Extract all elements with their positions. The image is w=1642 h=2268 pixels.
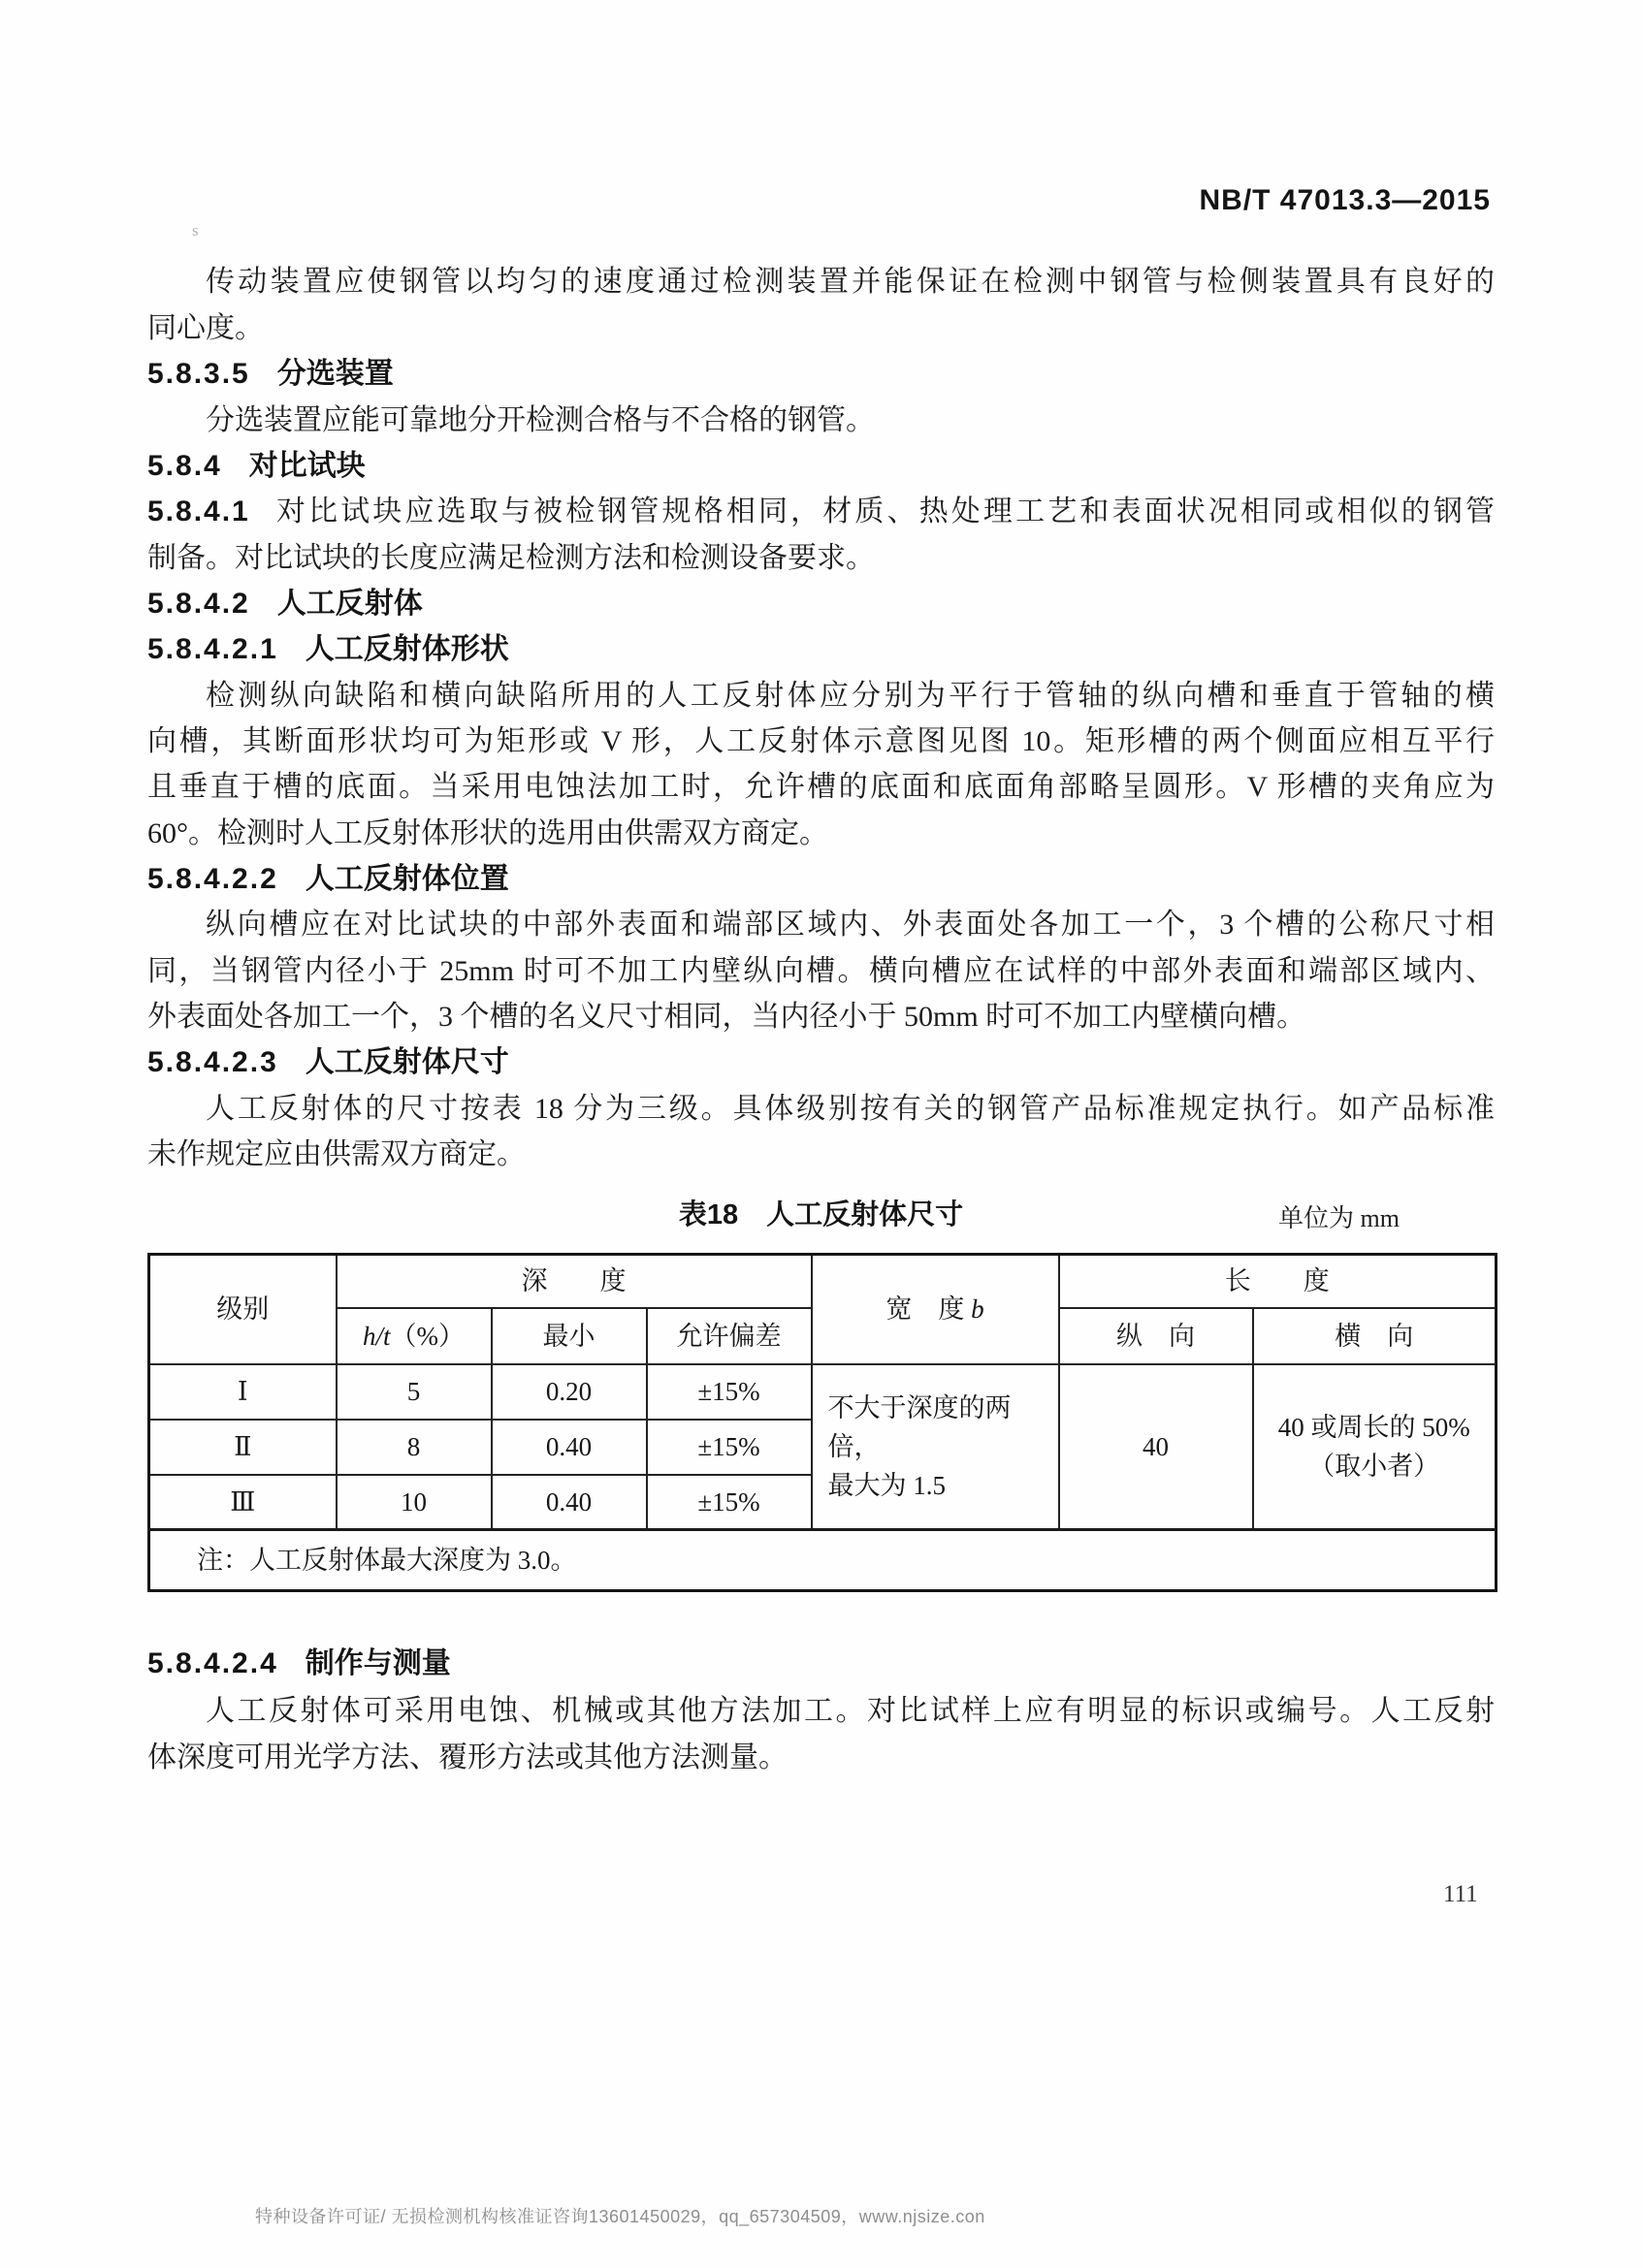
clause-heading-5-8-4-2 <box>147 584 1495 624</box>
clause-title: 分选装置 <box>276 358 394 390</box>
cell-ht: 10 <box>337 1475 492 1530</box>
clause-heading-5-8-4-2-2 <box>147 859 1495 900</box>
cell-width-line2: 最大为 1.5 <box>827 1470 947 1500</box>
clause-number: 5.8.4.2.3 <box>147 1046 278 1078</box>
header-minimum: 最小 <box>492 1308 647 1364</box>
header-longitudinal: 纵 向 <box>1059 1308 1253 1364</box>
paragraph-line: 分选装置应能可靠地分开检测合格与不合格的钢管。 <box>206 404 875 436</box>
cell-ht: 5 <box>337 1364 492 1420</box>
table-row <box>149 1364 1497 1420</box>
clause-number: 5.8.4.2.1 <box>147 633 278 665</box>
header-width <box>812 1255 1059 1364</box>
header-ht-unit: （%） <box>390 1321 465 1351</box>
cell-transverse-line2: （取小者） <box>1308 1451 1440 1481</box>
clause-title: 人工反射体 <box>276 588 423 620</box>
cell-level: Ⅱ <box>149 1420 337 1475</box>
paragraph-line: 未作规定应由供需双方商定。 <box>147 1138 526 1170</box>
cell-level: Ⅲ <box>149 1475 337 1530</box>
paragraph-line: 同心度。 <box>147 312 264 344</box>
cell-width-line1: 不大于深度的两倍， <box>827 1392 1012 1461</box>
clause-title: 人工反射体形状 <box>305 633 509 665</box>
clause-title: 制作与测量 <box>305 1647 451 1679</box>
paragraph-line: 60°。检测时人工反射体形状的选用由供需双方商定。 <box>147 817 828 849</box>
header-depth: 深 度 <box>337 1255 812 1308</box>
page-number: 111 <box>1443 1881 1478 1907</box>
clause-title: 人工反射体尺寸 <box>305 1046 509 1078</box>
table-note-row <box>149 1530 1497 1591</box>
table-note: 注：人工反射体最大深度为 3.0。 <box>149 1530 1497 1591</box>
clause-number: 5.8.4.2.2 <box>147 863 278 895</box>
header-allowed-deviation: 允许偏差 <box>647 1308 812 1364</box>
clause-title: 人工反射体位置 <box>305 863 509 895</box>
cell-min: 0.20 <box>492 1364 647 1420</box>
cell-ht: 8 <box>337 1420 492 1475</box>
paragraph-line: 向槽，其断面形状均可为矩形或 V 形，人工反射体示意图见图 10。矩形槽的两个侧面应相互平行 <box>147 725 1495 757</box>
clause-heading-5-8-4 <box>147 446 1495 487</box>
cell-level: Ⅰ <box>149 1364 337 1420</box>
cell-dev: ±15% <box>647 1364 812 1420</box>
scan-artifact: s <box>192 221 199 240</box>
paragraph-line: 体深度可用光学方法、覆形方法或其他方法测量。 <box>147 1741 788 1773</box>
paragraph-line <box>147 492 1495 532</box>
cell-dev: ±15% <box>647 1420 812 1475</box>
clause-heading-5-8-4-2-3 <box>147 1042 1495 1083</box>
header-length: 长 度 <box>1059 1255 1497 1308</box>
header-transverse: 横 向 <box>1253 1308 1497 1364</box>
header-width-symbol: b <box>971 1294 984 1325</box>
header-ht-percent <box>337 1308 492 1364</box>
table-18-title: 表18 人工反射体尺寸 <box>678 1199 964 1230</box>
clause-number: 5.8.4.2 <box>147 588 250 620</box>
clause-number: 5.8.4 <box>147 450 222 482</box>
table-unit-label: 单位为 mm <box>1278 1204 1400 1232</box>
paragraph-line: 检测纵向缺陷和横向缺陷所用的人工反射体应分别为平行于管轴的纵向槽和垂直于管轴的横 <box>206 680 1495 712</box>
clause-heading-5-8-3-5 <box>147 354 1495 395</box>
cell-longitudinal-merged: 40 <box>1059 1364 1253 1530</box>
header-width-label: 宽 度 <box>885 1294 972 1325</box>
paragraph-line: 传动装置应使钢管以均匀的速度通过检测装置并能保证在检测中钢管与检侧装置具有良好的 <box>206 266 1495 298</box>
clause-heading-5-8-4-2-1 <box>147 629 1495 670</box>
table-18-artificial-reflector-dimensions <box>147 1253 1497 1592</box>
paragraph-text: 对比试块应选取与被检钢管规格相同，材质、热处理工艺和表面状况相同或相似的钢管 <box>273 495 1495 527</box>
footer-watermark: 特种设备许可证/ 无损检测机构核准证咨询13601450029，qq_657304509，www.njsize.con <box>255 2207 985 2226</box>
clause-number: 5.8.4.2.4 <box>147 1647 278 1679</box>
paragraph-line: 且垂直于槽的底面。当采用电蚀法加工时，允许槽的底面和底面角部略呈圆形。V 形槽的夹角应为 <box>147 771 1495 803</box>
clause-number: 5.8.3.5 <box>147 358 250 390</box>
paragraph-line: 纵向槽应在对比试块的中部外表面和端部区域内、外表面处各加工一个，3 个槽的公称尺寸相 <box>206 909 1495 941</box>
clause-number: 5.8.4.1 <box>147 495 250 527</box>
paragraph-line: 制备。对比试块的长度应满足检测方法和检测设备要求。 <box>147 542 875 574</box>
standard-number-header: NB/T 47013.3—2015 <box>1199 184 1491 216</box>
cell-min: 0.40 <box>492 1475 647 1530</box>
header-ht-symbol: h/t <box>362 1321 391 1351</box>
cell-min: 0.40 <box>492 1420 647 1475</box>
paragraph-line: 人工反射体可采用电蚀、机械或其他方法加工。对比试样上应有明显的标识或编号。人工反射 <box>206 1695 1495 1727</box>
paragraph-line: 人工反射体的尺寸按表 18 分为三级。具体级别按有关的钢管产品标准规定执行。如产品标准 <box>206 1093 1495 1125</box>
header-level: 级别 <box>149 1255 337 1364</box>
paragraph-line: 外表面处各加工一个，3 个槽的名义尺寸相同，当内径小于 50mm 时可不加工内壁横向槽。 <box>147 1001 1306 1033</box>
clause-title: 对比试块 <box>248 450 366 482</box>
cell-transverse-merged <box>1253 1364 1497 1530</box>
clause-heading-5-8-4-2-4 <box>147 1644 1495 1684</box>
cell-transverse-line1: 40 或周长的 50% <box>1277 1412 1470 1442</box>
cell-dev: ±15% <box>647 1475 812 1530</box>
cell-width-merged <box>812 1364 1059 1530</box>
paragraph-line: 同，当钢管内径小于 25mm 时可不加工内壁纵向槽。横向槽应在试样的中部外表面和端部区域内、 <box>147 955 1495 987</box>
